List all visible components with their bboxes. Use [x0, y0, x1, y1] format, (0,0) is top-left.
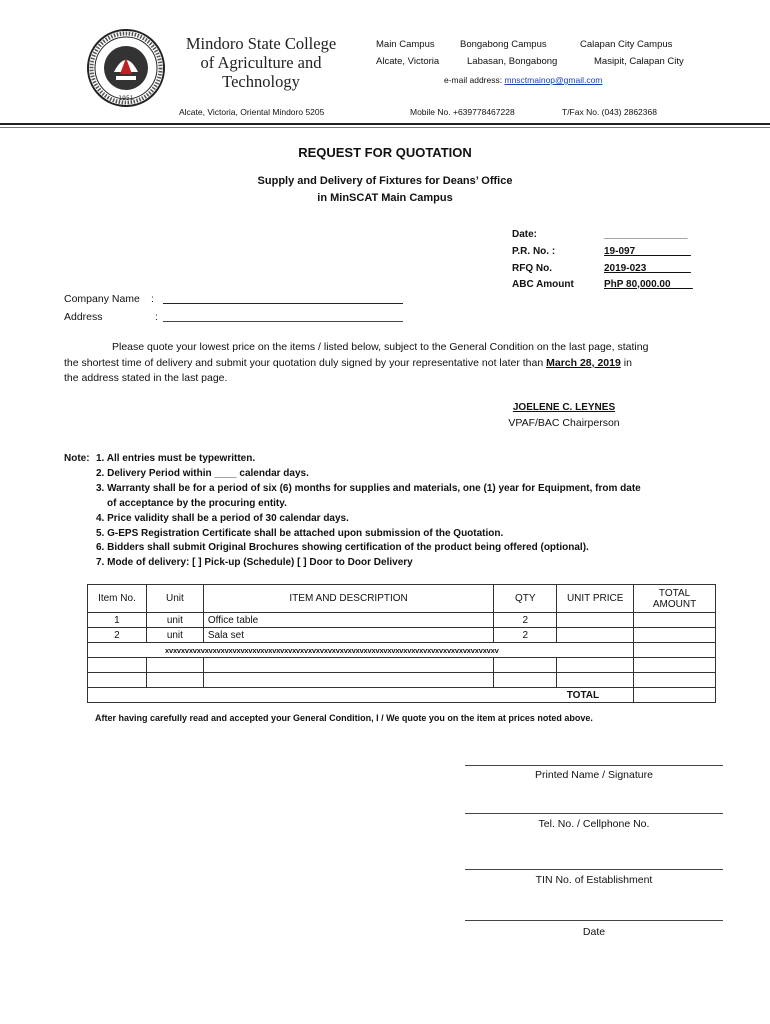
- cell-unit: unit: [146, 628, 203, 643]
- rfq-value: 2019-023________: [604, 263, 691, 274]
- campus-bongabong-location: Labasan, Bongabong: [467, 56, 558, 67]
- abc-label: ABC Amount: [512, 279, 574, 290]
- cell-item-no: 1: [88, 613, 147, 628]
- cell-qty: 2: [494, 613, 557, 628]
- document-subtitle-1: Supply and Delivery of Fixtures for Deans’ Office: [257, 175, 513, 187]
- note-label: Note:: [64, 453, 90, 464]
- table-filler-row: [88, 643, 716, 658]
- tin-no-label: TIN No. of Establishment: [535, 874, 653, 886]
- signature-line-2[interactable]: [465, 813, 723, 814]
- table-row: [88, 628, 716, 643]
- school-name-line1: Mindoro State College: [185, 34, 337, 53]
- signatory-name: JOELENE C. LEYNES: [512, 402, 616, 413]
- cell-item-no: 2: [88, 628, 147, 643]
- email-link[interactable]: mnsctmainop@gmail.com: [504, 75, 603, 85]
- header-divider: [0, 123, 770, 125]
- campus-calapan-location: Masipit, Calapan City: [594, 56, 684, 67]
- instruction-line-3: the address stated in the last page.: [64, 372, 228, 384]
- address-colon: :: [155, 311, 158, 323]
- instruction-line-2: [64, 357, 730, 369]
- cell-unit-price[interactable]: [557, 613, 634, 628]
- signature-line-1[interactable]: [465, 765, 723, 766]
- email-label: e-mail address:: [444, 75, 503, 85]
- campus-calapan: Calapan City Campus: [580, 39, 673, 50]
- campus-main: Main Campus: [376, 39, 435, 50]
- college-seal-logo: [86, 28, 166, 108]
- document-title: REQUEST FOR QUOTATION: [298, 145, 472, 160]
- company-name-field[interactable]: [163, 303, 403, 304]
- date-signature-label: Date: [582, 926, 606, 938]
- school-name: [176, 34, 346, 91]
- header-description: ITEM AND DESCRIPTION: [203, 585, 493, 613]
- note-item-2: 2. Delivery Period within ____ calendar days.: [96, 468, 309, 479]
- campus-bongabong: Bongabong Campus: [460, 39, 547, 50]
- note-item-3: 3. Warranty shall be for a period of six (6) months for supplies and materials, one (1) year for Equipment, from date: [96, 483, 641, 494]
- filler-marks: xvxvxvxvxvxvxvxvxvxvxvxvxvxvxvxvxvxvxvxvxvxvxvxvxvxvxvxvxvxvxvxvxvxvxvxvxvxvxvxvxvxv: [88, 643, 634, 658]
- cell-total-amount[interactable]: [634, 613, 716, 628]
- school-name-line3: Technology: [222, 72, 300, 91]
- school-name-line2: of Agriculture and: [200, 53, 322, 72]
- mobile-number: Mobile No. +639778467228: [410, 107, 515, 117]
- signature-line-3[interactable]: [465, 869, 723, 870]
- header-unit: Unit: [146, 585, 203, 613]
- tel-no-label: Tel. No. / Cellphone No.: [538, 818, 650, 830]
- printed-name-label: Printed Name / Signature: [535, 769, 653, 781]
- note-item-4: 4. Price validity shall be a period of 30 calendar days.: [96, 513, 349, 524]
- header-item-no: Item No.: [88, 585, 147, 613]
- total-amount-cell[interactable]: [634, 688, 716, 703]
- svg-text:1951: 1951: [118, 95, 134, 102]
- header-unit-price: UNIT PRICE: [557, 585, 634, 613]
- table-total-row: [88, 688, 716, 703]
- cell-empty: [634, 643, 716, 658]
- note-item-1: 1. All entries must be typewritten.: [96, 453, 256, 464]
- date-value: _______________: [604, 229, 688, 240]
- cell-unit-price[interactable]: [557, 628, 634, 643]
- signature-line-4[interactable]: [465, 920, 723, 921]
- header-total-amount: TOTAL AMOUNT: [634, 585, 716, 613]
- cell-description: Sala set: [203, 628, 493, 643]
- signatory-position: VPAF/BAC Chairperson: [508, 417, 620, 429]
- address-field[interactable]: [163, 321, 403, 322]
- email-row: [444, 75, 602, 85]
- items-table: [87, 584, 716, 703]
- address-label: Address: [64, 311, 103, 323]
- table-empty-row: [88, 673, 716, 688]
- document-subtitle-2: in MinSCAT Main Campus: [317, 192, 453, 204]
- fax-number: T/Fax No. (043) 2862368: [562, 107, 657, 117]
- acceptance-statement: After having carefully read and accepted your General Condition, I / We quote you on the item at prices noted above.: [95, 713, 593, 723]
- instruction-line-2-end: in: [623, 357, 632, 369]
- total-label: TOTAL: [88, 688, 634, 703]
- abc-value: PhP 80,000.00____: [604, 279, 693, 290]
- pr-label: P.R. No. :: [512, 246, 556, 257]
- note-item-5: 5. G-EPS Registration Certificate shall be attached upon submission of the Quotation.: [96, 528, 504, 539]
- instruction-line-2-text: the shortest time of delivery and submit your quotation duly signed by your representative not later than: [64, 357, 544, 369]
- company-name-label: Company Name: [64, 293, 140, 305]
- date-label: Date:: [512, 229, 538, 240]
- company-name-colon: :: [151, 293, 154, 305]
- cell-unit: unit: [146, 613, 203, 628]
- table-header-row: [88, 585, 716, 613]
- pr-value: 19-097__________: [604, 246, 691, 257]
- cell-qty: 2: [494, 628, 557, 643]
- cell-description: Office table: [203, 613, 493, 628]
- table-row: [88, 613, 716, 628]
- note-item-6: 6. Bidders shall submit Original Brochures showing certification of the product being offered (optional).: [96, 542, 589, 553]
- note-item-3-cont: of acceptance by the procuring entity.: [107, 498, 287, 509]
- deadline-date: March 28, 2019: [546, 357, 621, 369]
- rfq-label: RFQ No.: [512, 263, 552, 274]
- header-qty: QTY: [494, 585, 557, 613]
- instruction-line-1: Please quote your lowest price on the items / listed below, subject to the General Condition on the last page, stating: [112, 341, 649, 353]
- college-address: Alcate, Victoria, Oriental Mindoro 5205: [179, 107, 325, 117]
- table-empty-row: [88, 658, 716, 673]
- note-item-7: 7. Mode of delivery: [ ] Pick-up (Schedule) [ ] Door to Door Delivery: [96, 557, 413, 568]
- header-divider-thin: [0, 127, 770, 128]
- campus-main-location: Alcate, Victoria: [376, 56, 440, 67]
- cell-total-amount[interactable]: [634, 628, 716, 643]
